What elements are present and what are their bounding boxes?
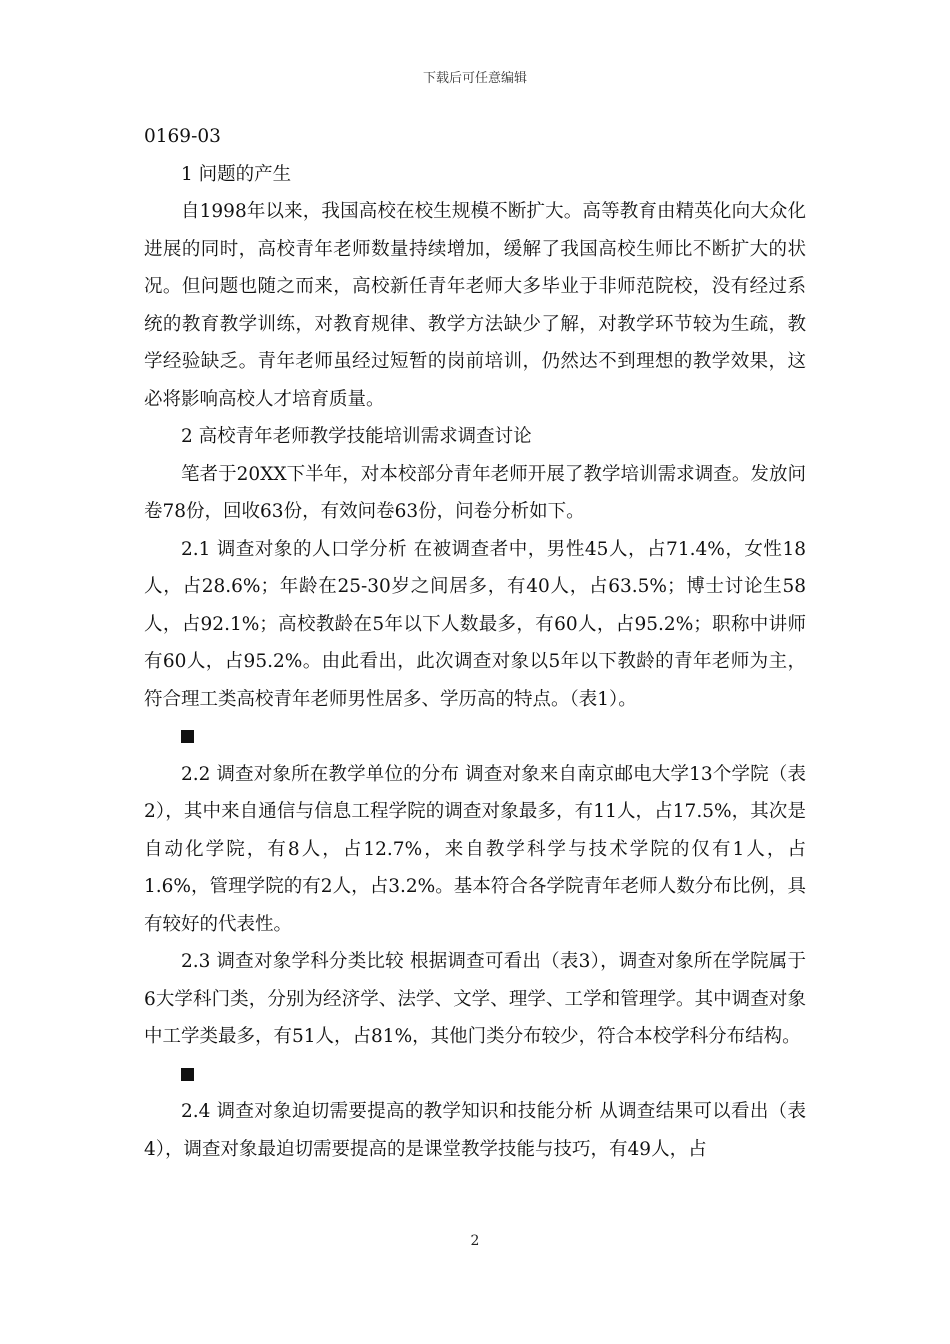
black-square-icon [181,1068,194,1081]
paragraph-2-3: 2.3 调查对象学科分类比较 根据调查可看出（表3），调查对象所在学院属于6大学科门类，分别为经济学、法学、文学、理学、工学和管理学。其中调查对象中工学类最多，有51人，占81%，其他门类分布较少，符合本校学科分布结构。 [144,951,806,1047]
black-square-icon [181,730,194,743]
paragraph-background: 自1998年以来，我国高校在校生规模不断扩大。高等教育由精英化向大众化进展的同时，高校青年老师数量持续增加，缓解了我国高校生师比不断扩大的状况。但问题也随之而来，高校新任青年老师大多毕业于非师范院校，没有经过系统的教育教学训练，对教育规律、教学方法缺少了解，对教学环节较为生疏，教学经验缺乏。青年老师虽经过短暂的岗前培训，仍然达不到理想的教学效果，这必将影响高校人才培育质量。 [144,201,806,410]
table-placeholder-1 [144,718,806,756]
table-placeholder-2 [144,1056,806,1094]
paragraph-survey-intro: 笔者于20XX下半年，对本校部分青年老师开展了教学培训需求调查。发放问卷78份，回收63份，有效问卷63份，问卷分析如下。 [144,463,806,522]
paragraph-2-2: 2.2 调查对象所在教学单位的分布 调查对象来自南京邮电大学13个学院（表2），其中来自通信与信息工程学院的调查对象最多，有11人，占17.5%，其次是自动化学院，有8人，占12.7%，来自教学科学与技术学院的仅有1人，占1.6%，管理学院的有2人，占3.2%。基本符合各学院青年老师人数分布比例，具有较好的代表性。 [144,763,806,935]
section-heading-1: 1 问题的产生 [181,163,292,185]
section-heading-2: 2 高校青年老师教学技能培训需求调查讨论 [181,426,532,447]
document-code: 0169-03 [144,126,221,147]
document-body [144,118,806,1168]
paragraph-2-1: 2.1 调查对象的人口学分析 在被调查者中，男性45人，占71.4%，女性18人，占28.6%；年龄在25-30岁之间居多，有40人，占63.5%；博士讨论生58人，占92.1%；高校教龄在5年以下人数最多，有60人，占95.2%；职称中讲师有60人，占95.2%。由此看出，此次调查对象以5年以下教龄的青年老师为主，符合理工类高校青年老师男性居多、学历高的特点。（表1）。 [144,538,806,710]
page-number: 2 [470,1233,480,1249]
page-header: 下载后可任意编辑 [422,71,527,86]
paragraph-2-4: 2.4 调查对象迫切需要提高的教学知识和技能分析 从调查结果可以看出（表4），调查对象最迫切需要提高的是课堂教学技能与技巧，有49人，占 [144,1101,806,1160]
